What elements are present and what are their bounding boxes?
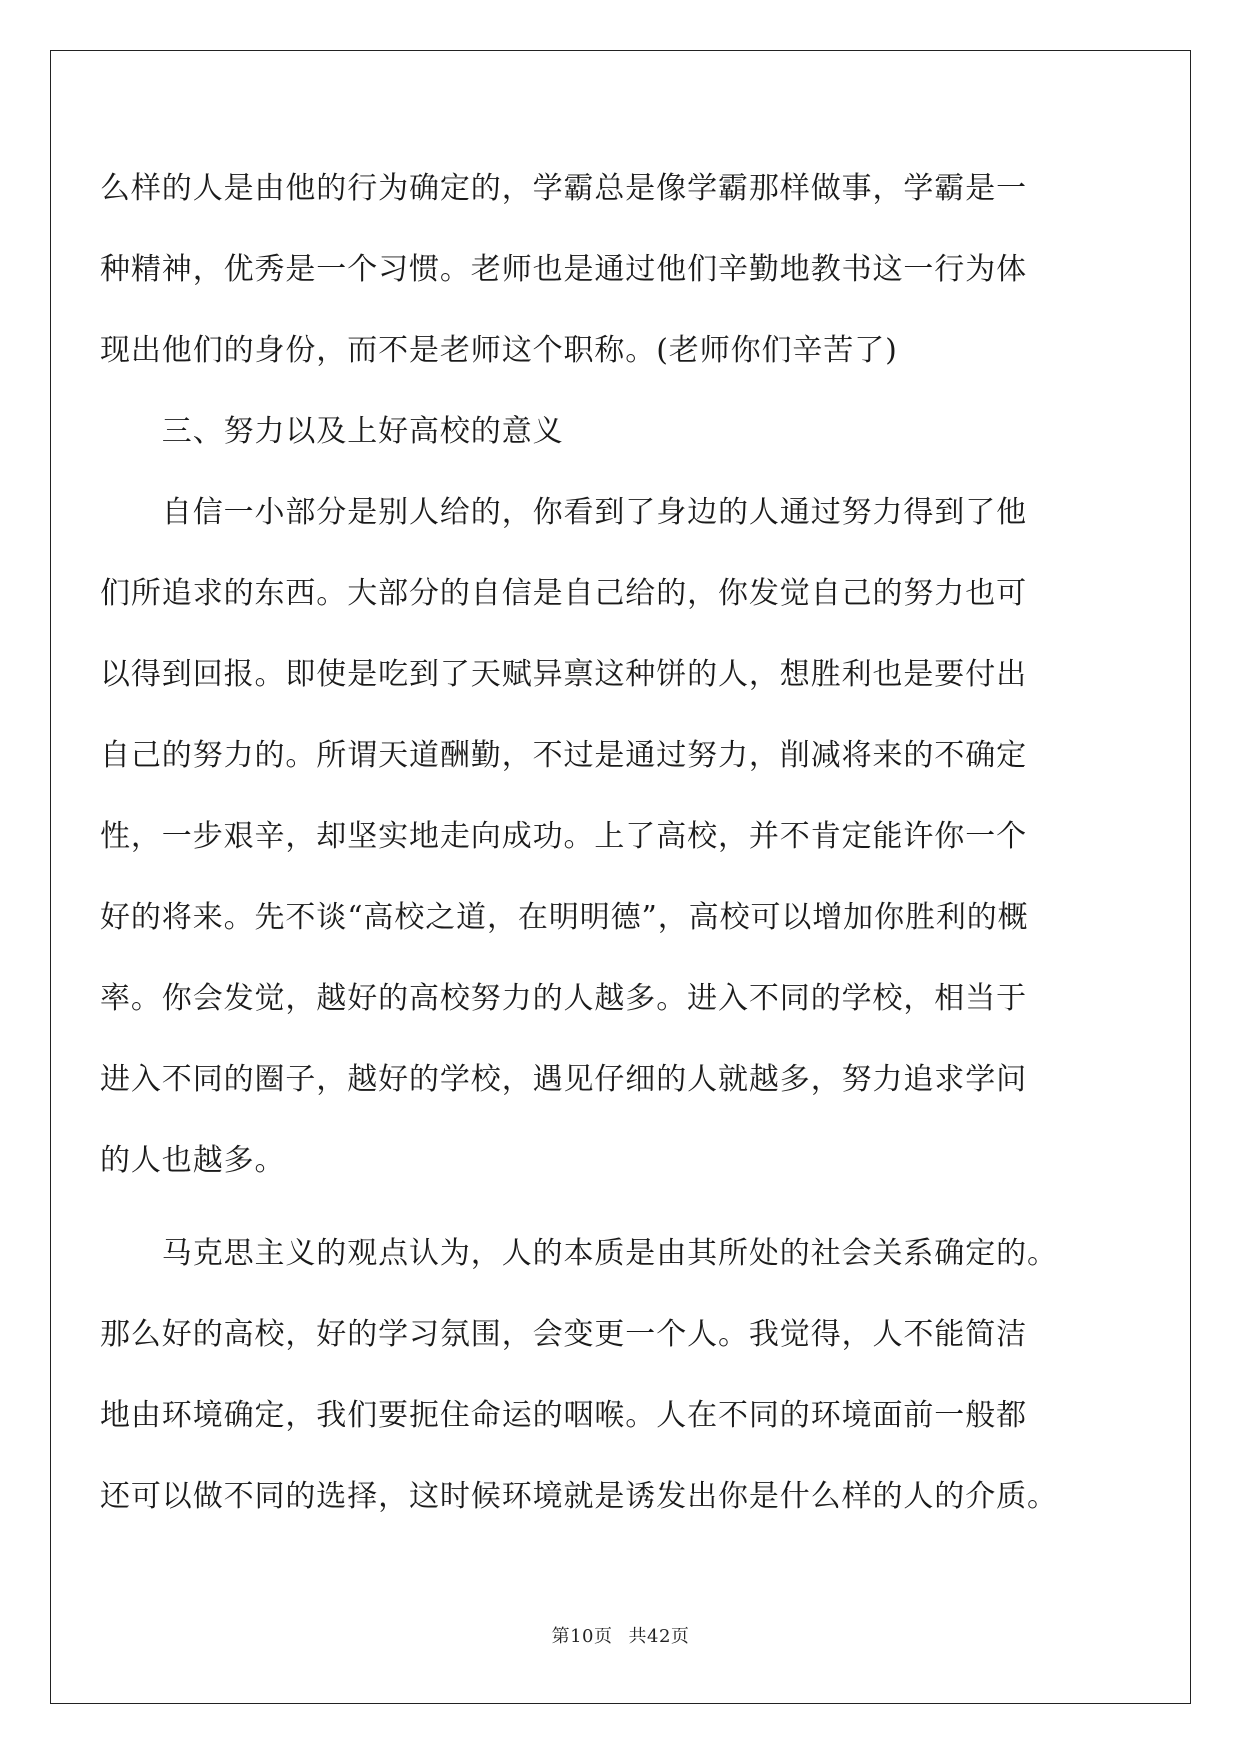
section-heading: 三、努力以及上好高校的意义 [100,414,564,449]
text-line: 那么好的高校，好的学习氛围，会变更一个人。我觉得，人不能简洁 [100,1317,1027,1352]
page-total: 共42页 [628,1626,690,1647]
page-footer [0,1622,1241,1648]
text-line: 进入不同的圈子，越好的学校，遇见仔细的人就越多，努力追求学问 [100,1062,1027,1097]
text-line: 率。你会发觉，越好的高校努力的人越多。进入不同的学校，相当于 [100,981,1027,1016]
text-line: 以得到回报。即使是吃到了天赋异禀这种饼的人，想胜利也是要付出 [100,657,1027,692]
text-line: 还可以做不同的选择，这时候环境就是诱发出你是什么样的人的介质。 [100,1479,1058,1514]
page-number: 第10页 [551,1626,613,1647]
text-line: 自己的努力的。所谓天道酬勤，不过是通过努力，削减将来的不确定 [100,738,1027,773]
text-line: 好的将来。先不谈“高校之道，在明明德”，高校可以增加你胜利的概 [100,900,1029,935]
document-body [100,148,1110,1537]
text-line: 地由环境确定，我们要扼住命运的咽喉。人在不同的环境面前一般都 [100,1398,1027,1433]
text-line: 性，一步艰辛，却坚实地走向成功。上了高校，并不肯定能许你一个 [100,819,1027,854]
text-line: 种精神，优秀是一个习惯。老师也是通过他们辛勤地教书这一行为体 [100,252,1027,287]
text-line: 们所追求的东西。大部分的自信是自己给的，你发觉自己的努力也可 [100,576,1027,611]
text-line: 现出他们的身份，而不是老师这个职称。(老师你们辛苦了) [100,333,898,368]
text-line: 自信一小部分是别人给的，你看到了身边的人通过努力得到了他 [100,495,1027,530]
text-line: 马克思主义的观点认为，人的本质是由其所处的社会关系确定的。 [100,1236,1058,1271]
text-line: 么样的人是由他的行为确定的，学霸总是像学霸那样做事，学霸是一 [100,171,1027,206]
text-line: 的人也越多。 [100,1143,286,1178]
